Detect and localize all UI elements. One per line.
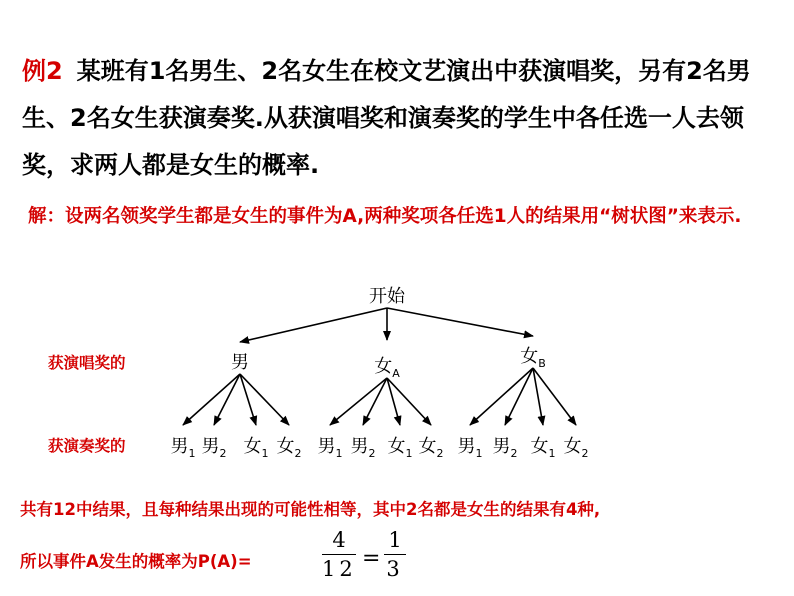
fraction-4-12 bbox=[322, 528, 356, 581]
fraction-1-3 bbox=[384, 528, 406, 581]
tree-edge-leaf bbox=[505, 368, 533, 425]
tree-edge-leaf bbox=[183, 374, 240, 425]
tree-root: 开始 bbox=[369, 286, 405, 307]
tree-node-leaf: 男$_1$ bbox=[170, 436, 196, 460]
tree-node-leaf: 男$_1$ bbox=[457, 436, 483, 460]
tree-node-leaf: 女$_1$ bbox=[243, 436, 269, 460]
tree-edge-leaf bbox=[533, 368, 576, 425]
tree-node-leaf: 女$_2$ bbox=[418, 436, 444, 460]
equals-sign: = bbox=[362, 546, 381, 571]
fraction-numerator: 4 bbox=[332, 528, 346, 552]
tree-node-leaf: 女$_2$ bbox=[276, 436, 302, 460]
tree-edge-leaf bbox=[330, 378, 387, 425]
fraction-denominator: 12 bbox=[322, 557, 357, 581]
tree-node-leaf: 女$_1$ bbox=[387, 436, 413, 460]
tree-node-leaf: 男$_2$ bbox=[201, 436, 227, 460]
tree-edge-leaf bbox=[470, 368, 533, 425]
fraction-numerator: 1 bbox=[388, 528, 402, 552]
conclusion-line1: 共有12中结果，且每种结果出现的可能性相等，其中2名都是女生的结果有4种, bbox=[20, 500, 601, 519]
problem-text: 某班有1名男生、2名女生在校文艺演出中获演唱奖，另有2名男生、2名女生获演奏奖.从获演唱奖和演奏奖的学生中各任选一人去领奖，求两人都是女生的概率. bbox=[22, 57, 751, 179]
tree-node-leaf: 男$_2$ bbox=[350, 436, 376, 460]
tree-node-leaf: 男$_1$ bbox=[317, 436, 343, 460]
tree-node-level1: 女$_B$ bbox=[520, 346, 546, 370]
tree-level1 bbox=[231, 346, 546, 380]
tree-node-level1: 男 bbox=[231, 352, 249, 373]
tree-node-level1: 女$_A$ bbox=[374, 356, 400, 380]
tree-node-leaf: 男$_2$ bbox=[492, 436, 518, 460]
tree-edge-root bbox=[240, 308, 387, 342]
fraction-denominator: 3 bbox=[386, 557, 404, 581]
tree-edge-root bbox=[387, 308, 533, 336]
row-label-instrument: 获演奏奖的 bbox=[48, 437, 126, 455]
tree-edge-leaf bbox=[363, 378, 387, 425]
tree-edge-leaf bbox=[214, 374, 240, 425]
tree-node-leaf: 女$_1$ bbox=[530, 436, 556, 460]
row-label-singing: 获演唱奖的 bbox=[48, 354, 126, 372]
conclusion-line2: 所以事件A发生的概率为P(A)= bbox=[20, 552, 252, 571]
tree-node-leaf: 女$_2$ bbox=[563, 436, 589, 460]
tree-leaves bbox=[171, 436, 589, 460]
solution-statement: 解：设两名领奖学生都是女生的事件为A,两种奖项各任选1人的结果用“树状图”来表示. bbox=[28, 206, 742, 227]
example-label: 例2 bbox=[22, 57, 63, 85]
tree-edge-leaf bbox=[533, 368, 543, 425]
